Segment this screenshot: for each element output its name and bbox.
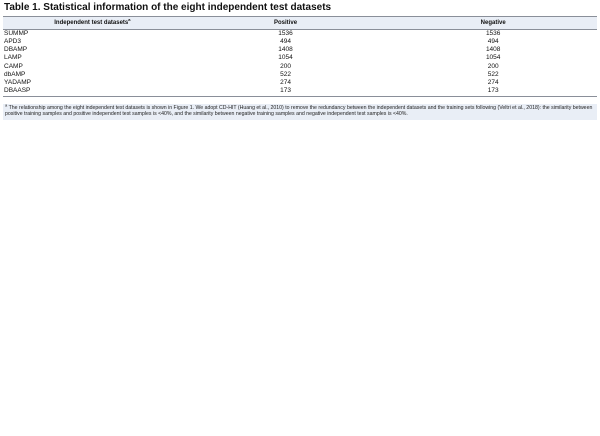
cell-negative: 274 bbox=[487, 78, 499, 86]
cell-dataset-name: APD3 bbox=[4, 38, 21, 46]
cell-positive: 200 bbox=[280, 62, 291, 70]
table-header-row bbox=[3, 17, 597, 30]
cell-negative: 522 bbox=[487, 70, 499, 78]
table-footnote bbox=[3, 104, 597, 120]
table-row bbox=[3, 38, 597, 46]
cell-dataset-name: SUMMP bbox=[4, 29, 29, 37]
cell-negative: 173 bbox=[389, 87, 597, 96]
footnote-text: The relationship among the eight independent test datasets is shown in Figure 1. We adopt CD-HIT (Huang et al., 2010) to remove the redundancy between the independent datasets and the training sets following (Veltri et al., 2018): the similarity between positive training samples and positive independent test samples is <40%, and the similarity between negative training samples and negative independent test samples is <40%. bbox=[5, 105, 593, 118]
cell-dataset-name: CAMP bbox=[4, 62, 23, 70]
table-row bbox=[3, 63, 597, 71]
header-negative: Negative bbox=[389, 17, 597, 30]
cell-negative: 1536 bbox=[485, 29, 501, 37]
cell-dataset-name: DBAMP bbox=[4, 46, 28, 54]
cell-dataset-name: dbAMP bbox=[4, 70, 26, 78]
table-row bbox=[3, 55, 597, 63]
cell-negative: 1054 bbox=[485, 54, 501, 62]
table-row bbox=[3, 46, 597, 54]
cell-positive: 274 bbox=[280, 78, 291, 86]
cell-positive: 1054 bbox=[278, 54, 293, 62]
cell-negative: 1408 bbox=[485, 46, 501, 54]
header-positive: Positive bbox=[182, 17, 390, 30]
cell-dataset-name: DBAASP bbox=[3, 87, 182, 96]
header-datasets-label: Independent test datasets bbox=[54, 20, 129, 26]
table-title: Table 1. Statistical information of the eight independent test datasets bbox=[4, 2, 332, 13]
footnote-marker: a bbox=[5, 102, 8, 108]
cell-negative: 494 bbox=[487, 38, 499, 46]
cell-positive: 494 bbox=[280, 38, 291, 46]
table-row bbox=[3, 30, 597, 39]
cell-positive: 1408 bbox=[278, 46, 293, 54]
cell-dataset-name: YADAMP bbox=[4, 78, 31, 86]
table-row bbox=[3, 87, 597, 96]
cell-positive: 522 bbox=[280, 70, 291, 78]
cell-negative: 200 bbox=[487, 62, 499, 70]
header-datasets bbox=[3, 17, 182, 30]
table-row bbox=[3, 79, 597, 87]
header-footnote-marker: a bbox=[128, 17, 131, 22]
table-row bbox=[3, 71, 597, 79]
dataset-table bbox=[3, 16, 597, 97]
cell-dataset-name: LAMP bbox=[4, 54, 22, 62]
cell-positive: 1536 bbox=[278, 29, 293, 37]
cell-positive: 173 bbox=[182, 87, 390, 96]
